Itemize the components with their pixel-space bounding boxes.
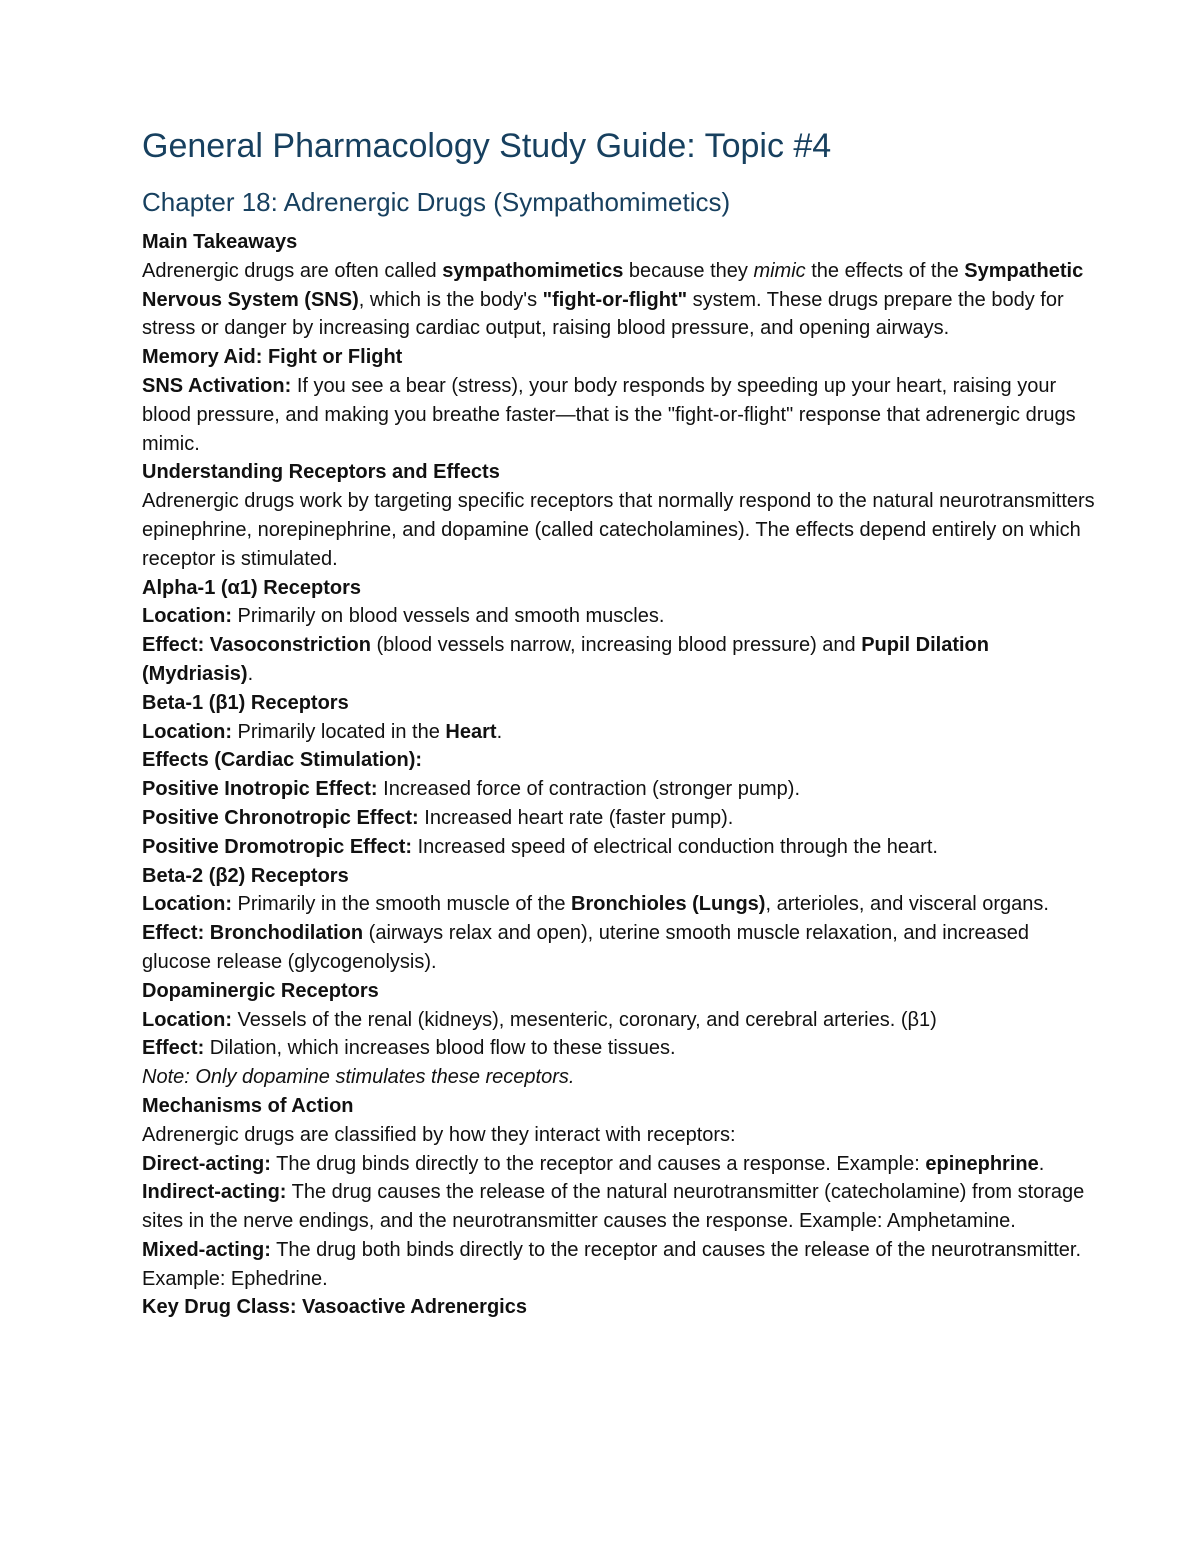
dopaminergic-effect: Effect: Dilation, which increases blood flow to these tissues. bbox=[142, 1037, 676, 1060]
chapter-heading: Chapter 18: Adrenergic Drugs (Sympathomimetics) bbox=[142, 187, 731, 217]
document-body bbox=[142, 228, 1102, 1322]
beta2-location: Location: Primarily in the smooth muscle of the Bronchioles (Lungs), arterioles, and visceral organs. bbox=[142, 893, 1049, 916]
receptors-paragraph: Adrenergic drugs work by targeting specific receptors that normally respond to the natural neurotransmitters epinephrine, norepinephrine, and dopamine (called catecholamines). The effects depend entirely on which receptor is stimulated. bbox=[142, 490, 1095, 570]
beta1-effects-heading: Effects (Cardiac Stimulation): bbox=[142, 749, 423, 772]
beta1-inotropic: Positive Inotropic Effect: Increased force of contraction (stronger pump). bbox=[142, 778, 801, 801]
mechanisms-heading: Mechanisms of Action bbox=[142, 1094, 354, 1117]
memory-aid-paragraph: SNS Activation: If you see a bear (stress), your body responds by speeding up your heart, raising your blood pressure, and making you breathe faster—that is the "fight-or-flight" response that adrenergic drugs mimic. bbox=[142, 374, 1076, 455]
dopaminergic-note: Note: Only dopamine stimulates these receptors. bbox=[142, 1066, 575, 1089]
beta1-chronotropic: Positive Chronotropic Effect: Increased heart rate (faster pump). bbox=[142, 806, 734, 829]
alpha1-location: Location: Primarily on blood vessels and smooth muscles. bbox=[142, 605, 665, 628]
key-drug-class-heading: Key Drug Class: Vasoactive Adrenergics bbox=[142, 1296, 527, 1319]
memory-aid-heading: Memory Aid: Fight or Flight bbox=[142, 346, 403, 369]
mechanism-mixed: Mixed-acting: The drug both binds directly to the receptor and causes the release of the neurotransmitter. Example: Ephedrine. bbox=[142, 1238, 1082, 1290]
alpha1-heading: Alpha-1 (α1) Receptors bbox=[142, 576, 362, 599]
document-content bbox=[142, 120, 1102, 1322]
beta1-dromotropic: Positive Dromotropic Effect: Increased speed of electrical conduction through the heart. bbox=[142, 835, 938, 858]
main-takeaways-heading: Main Takeaways bbox=[142, 231, 298, 253]
beta1-heading: Beta-1 (β1) Receptors bbox=[142, 691, 349, 714]
mechanism-indirect: Indirect-acting: The drug causes the release of the natural neurotransmitter (catecholamine) from storage sites in the nerve endings, and the neurotransmitter causes the response. Example: Amphetamine. bbox=[142, 1181, 1085, 1233]
beta1-location: Location: Primarily located in the Heart. bbox=[142, 720, 503, 743]
document-title: General Pharmacology Study Guide: Topic #4 bbox=[142, 127, 832, 165]
dopaminergic-heading: Dopaminergic Receptors bbox=[142, 979, 379, 1002]
receptors-heading: Understanding Receptors and Effects bbox=[142, 461, 500, 484]
mechanisms-intro: Adrenergic drugs are classified by how they interact with receptors: bbox=[142, 1123, 736, 1146]
alpha1-effect: Effect: Vasoconstriction (blood vessels narrow, increasing blood pressure) and Pupil Dilation (Mydriasis). bbox=[142, 634, 989, 685]
main-takeaways-paragraph: Adrenergic drugs are often called sympathomimetics because they mimic the effects of the Sympathetic Nervous System (SNS), which is the body's "fight-or-flight" system. These drugs prepare the body for stress or danger by increasing cardiac output, raising blood pressure, and opening airways. bbox=[142, 259, 1084, 340]
beta2-heading: Beta-2 (β2) Receptors bbox=[142, 864, 349, 887]
beta2-effect: Effect: Bronchodilation (airways relax and open), uterine smooth muscle relaxation, and increased glucose release (glycogenolysis). bbox=[142, 922, 1030, 973]
mechanism-direct: Direct-acting: The drug binds directly to the receptor and causes a response. Example: epinephrine. bbox=[142, 1152, 1045, 1175]
dopaminergic-location: Location: Vessels of the renal (kidneys), mesenteric, coronary, and cerebral arteries. (β1) bbox=[142, 1008, 937, 1031]
